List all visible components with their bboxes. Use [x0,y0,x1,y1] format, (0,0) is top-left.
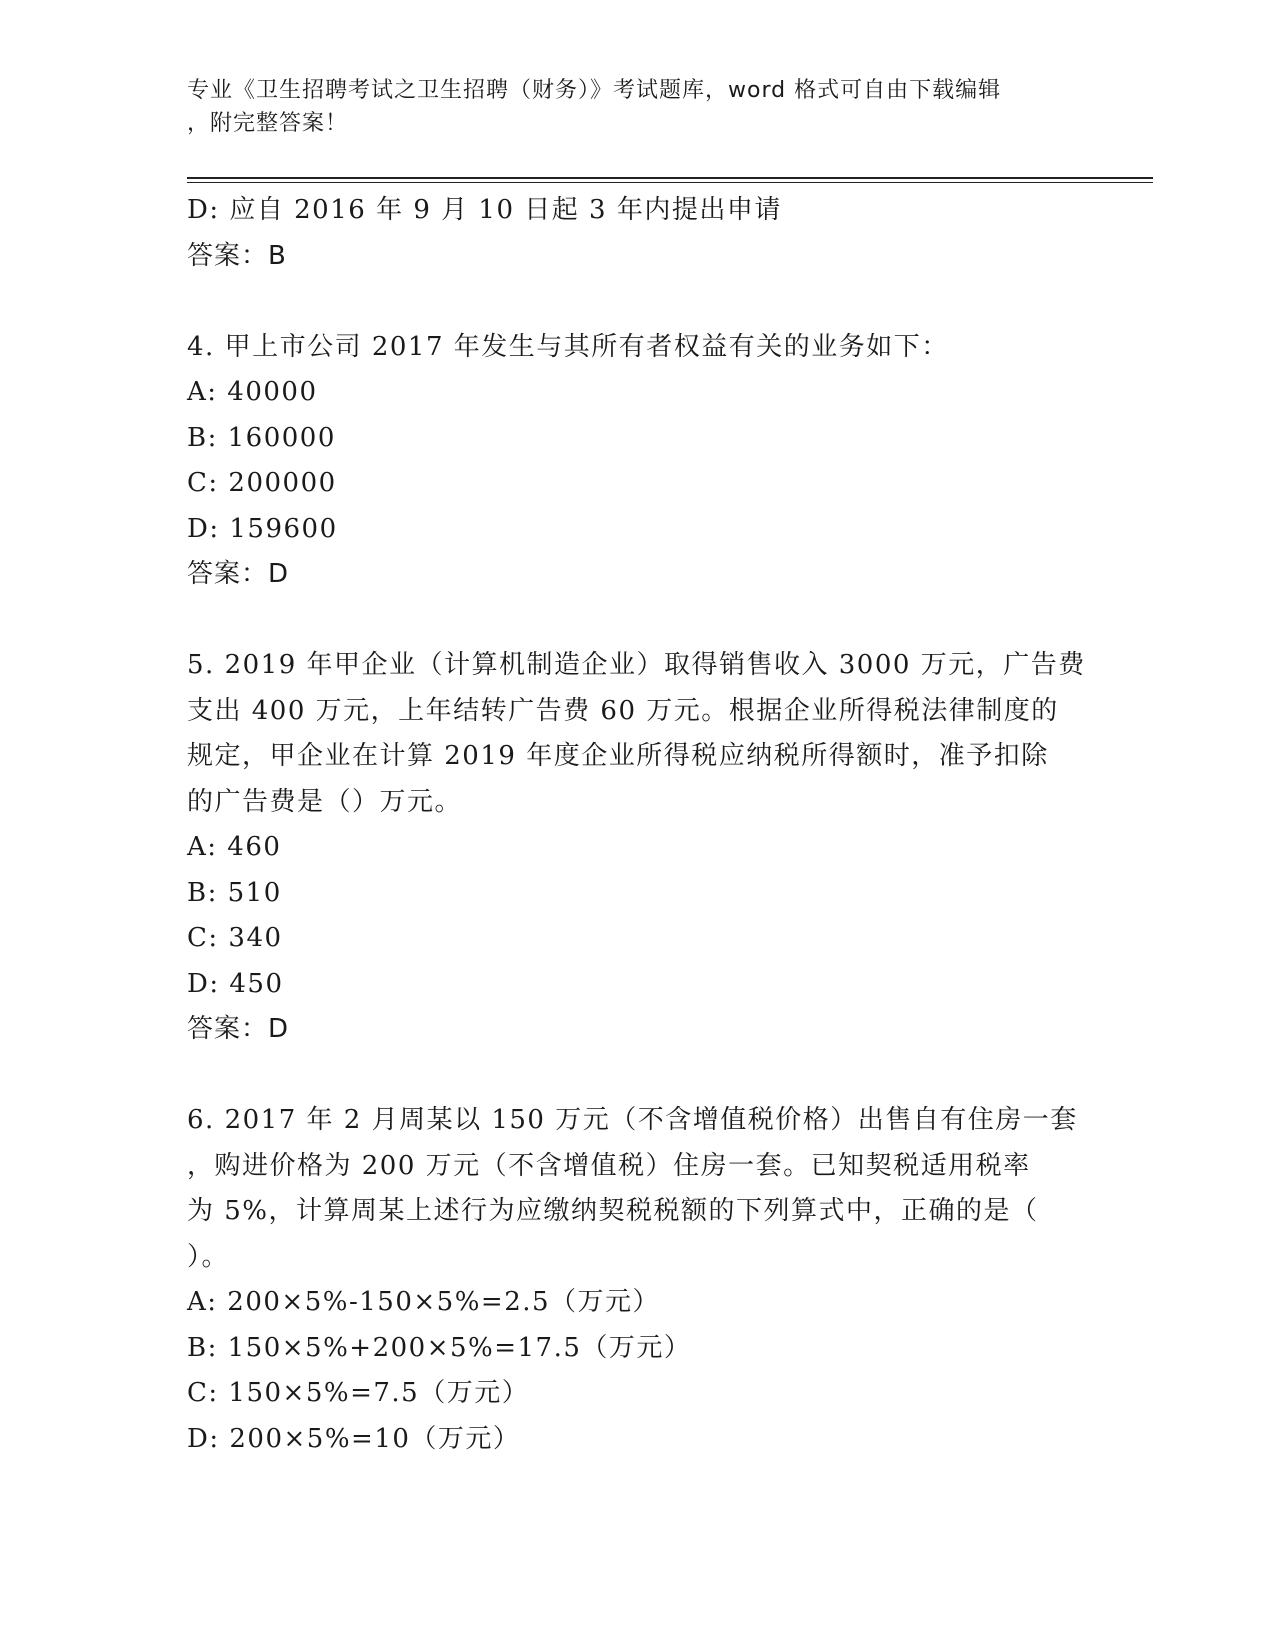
header-divider-thin [187,182,1153,183]
spacer [187,598,1087,644]
q5-stem-line-3: 规定，甲企业在计算 2019 年度企业所得税应纳税所得额时，准予扣除 [187,741,1049,771]
q5-answer: 答案：D [187,1014,290,1044]
q6-option-d: D: 200×5%=10（万元） [187,1423,521,1454]
q4-stem: 4. 甲上市公司 2017 年发生与其所有者权益有关的业务如下： [187,331,949,362]
question-content [187,188,1087,1462]
q6-stem-line-3: 为 5%，计算周某上述行为应缴纳契税税额的下列算式中，正确的是（ [187,1196,1039,1226]
q3-answer: 答案：B [187,240,287,271]
q6-option-a: A: 200×5%-150×5%=2.5（万元） [187,1287,661,1317]
q4-option-a: A: 40000 [187,377,318,407]
page-header [187,74,1077,140]
q5-stem-line-4: 的广告费是（）万元。 [187,786,463,817]
header-line-1: 专业《卫生招聘考试之卫生招聘（财务）》考试题库，word 格式可自由下载编辑 [187,78,1002,103]
q5-option-c: C: 340 [187,923,283,953]
q3-option-d: D: 应自 2016 年 9 月 10 日起 3 年内提出申请 [187,195,782,225]
q5-option-b: B: 510 [187,877,282,908]
q4-option-b: B: 160000 [187,422,336,453]
q6-stem-line-1: 6. 2017 年 2 月周某以 150 万元（不含增值税价格）出售自有住房一套 [187,1105,1078,1135]
q4-option-d: D: 159600 [187,513,338,544]
header-line-2: ，附完整答案！ [187,111,349,136]
q5-option-d: D: 450 [187,968,284,999]
q5-option-a: A: 460 [187,832,282,862]
spacer [187,1053,1087,1099]
q6-stem-line-2: ，购进价格为 200 万元（不含增值税）住房一套。已知契税适用税率 [187,1150,1031,1181]
q5-stem-line-1: 5. 2019 年甲企业（计算机制造企业）取得销售收入 3000 万元，广告费 [187,650,1086,680]
q6-stem-line-4: ）。 [187,1241,230,1272]
q6-option-b: B: 150×5%+200×5%=17.5（万元） [187,1332,692,1363]
spacer [187,279,1087,325]
q5-stem-line-2: 支出 400 万元，上年结转广告费 60 万元。根据企业所得税法律制度的 [187,695,1059,726]
q4-option-c: C: 200000 [187,468,337,498]
q4-answer: 答案：D [187,559,290,589]
header-divider-thick [187,177,1153,179]
q6-option-c: C: 150×5%=7.5（万元） [187,1378,530,1408]
